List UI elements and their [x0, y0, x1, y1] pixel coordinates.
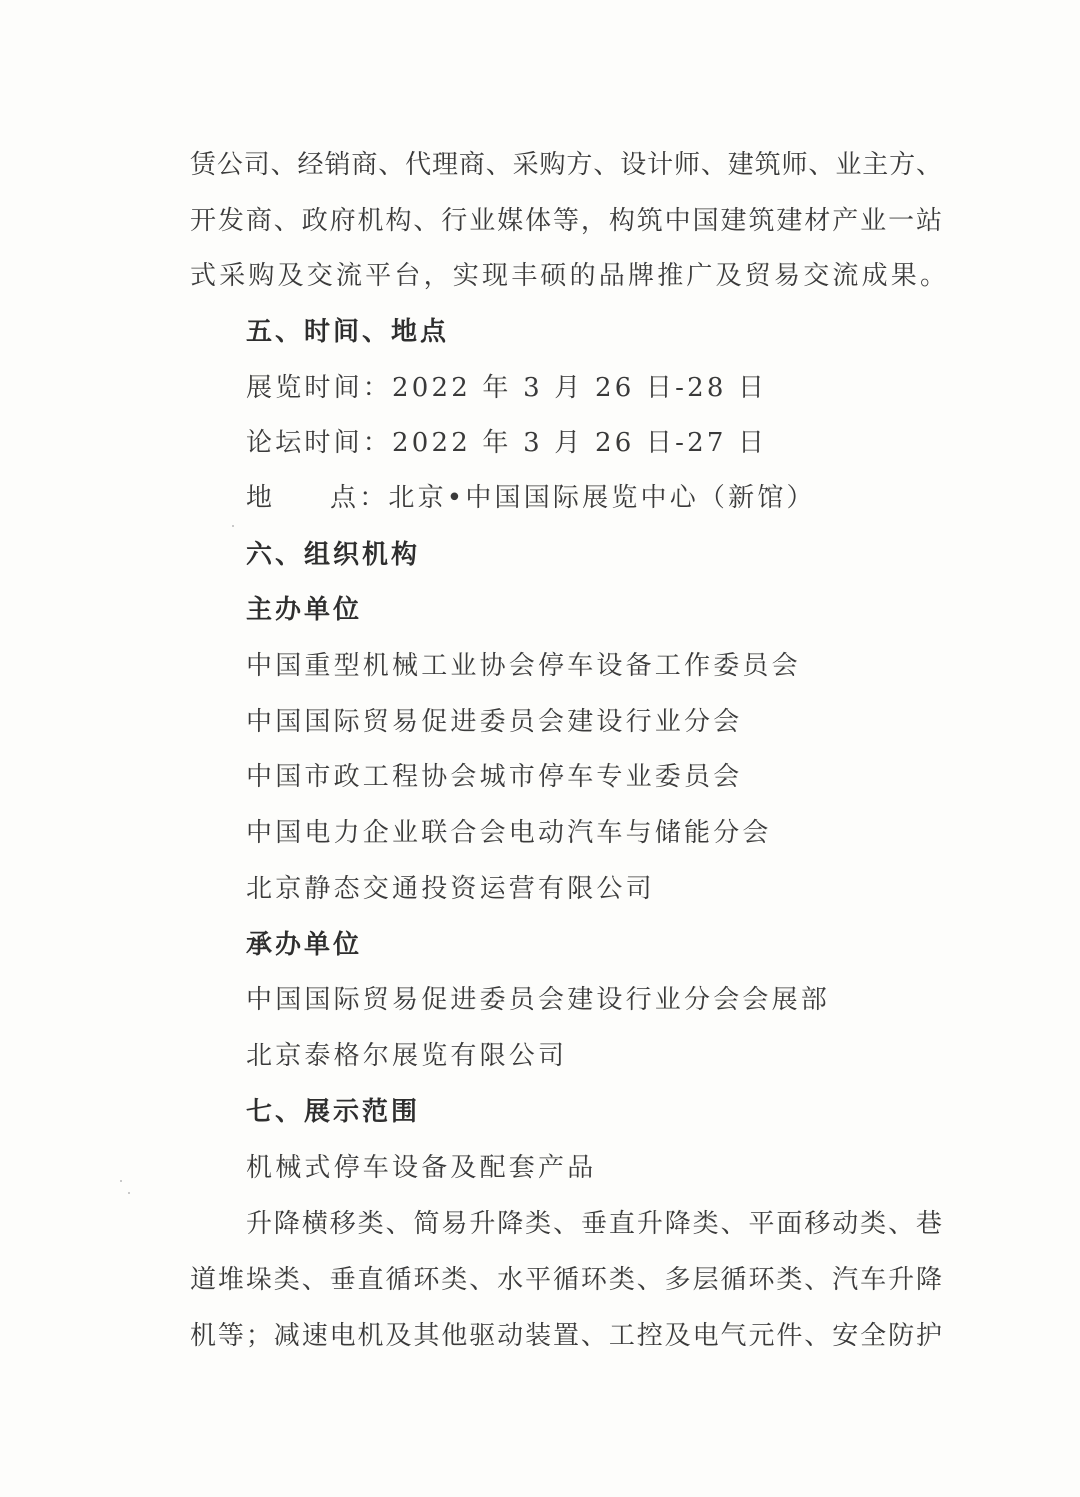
organizers-heading: 承办单位 [246, 930, 363, 960]
exhibition-time: 展览时间：2022 年 3 月 26 日-28 日 [246, 373, 768, 403]
forum-time: 论坛时间：2022 年 3 月 26 日-27 日 [246, 428, 768, 458]
location-value: 点：北京•中国国际展览中心（新馆） [330, 483, 816, 513]
intro-line-3: 式采购及交流平台，实现丰硕的品牌推广及贸易交流成果。 [190, 261, 950, 291]
sponsor-item: 中国重型机械工业协会停车设备工作委员会 [246, 651, 801, 681]
scan-speck [120, 1180, 122, 1182]
exhibit-body-line-1: 升降横移类、简易升降类、垂直升降类、平面移动类、巷 [246, 1209, 942, 1239]
sponsor-item: 中国国际贸易促进委员会建设行业分会 [246, 707, 743, 737]
section-six-heading: 六、组织机构 [246, 540, 421, 570]
section-seven-heading: 七、展示范围 [246, 1097, 421, 1127]
sponsors-heading: 主办单位 [246, 595, 363, 625]
location-label: 地 [246, 483, 276, 513]
scan-speck [128, 1192, 130, 1194]
exhibit-body-line-2: 道堆垛类、垂直循环类、水平循环类、多层循环类、汽车升降 [190, 1265, 942, 1295]
organizer-item: 中国国际贸易促进委员会建设行业分会会展部 [246, 985, 831, 1015]
sponsor-item: 北京静态交通投资运营有限公司 [246, 874, 655, 904]
sponsor-item: 中国市政工程协会城市停车专业委员会 [246, 762, 743, 792]
section-five-heading: 五、时间、地点 [246, 317, 450, 347]
intro-line-2: 开发商、政府机构、行业媒体等，构筑中国建筑建材产业一站 [190, 206, 942, 236]
exhibit-category: 机械式停车设备及配套产品 [246, 1153, 597, 1183]
sponsor-item: 中国电力企业联合会电动汽车与储能分会 [246, 818, 772, 848]
scan-speck [232, 525, 234, 527]
organizer-item: 北京泰格尔展览有限公司 [246, 1041, 568, 1071]
intro-line-1: 赁公司、经销商、代理商、采购方、设计师、建筑师、业主方、 [190, 150, 942, 180]
exhibit-body-line-3: 机等；减速电机及其他驱动装置、工控及电气元件、安全防护 [190, 1321, 942, 1351]
